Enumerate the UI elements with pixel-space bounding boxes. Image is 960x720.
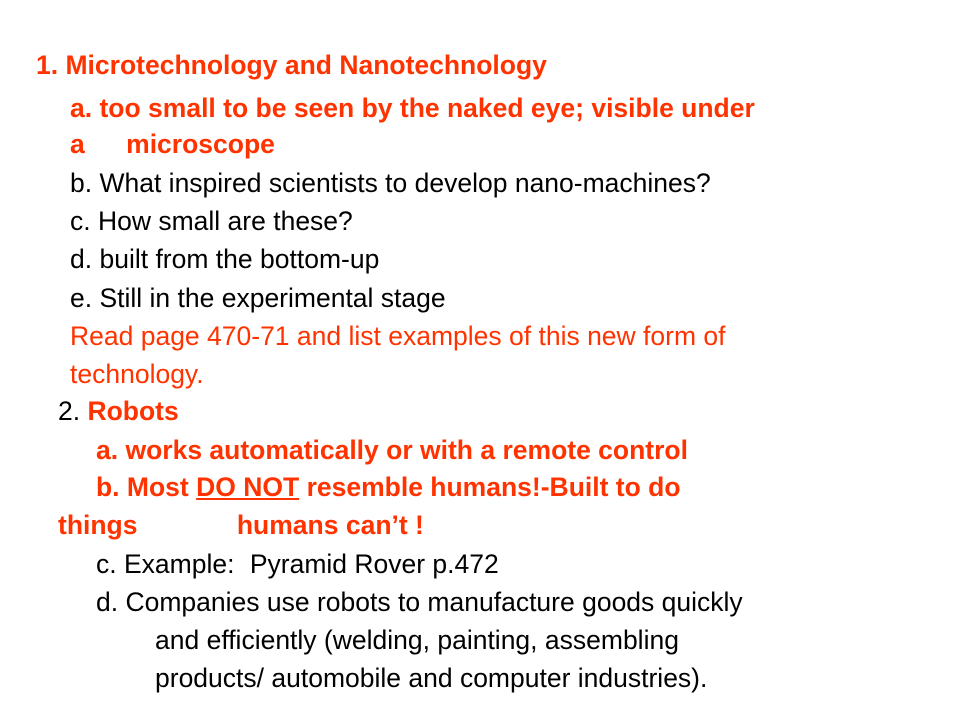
section2-item-c	[96, 551, 499, 578]
section2-heading: Robots	[87, 396, 179, 426]
section1-item-a-line1: a. too small to be seen by the naked eye; visible under	[70, 93, 755, 123]
section2-item-d-line1: d. Companies use robots to manufacture goods quickly	[96, 587, 743, 617]
section1-heading: 1. Microtechnology and Nanotechnology	[36, 50, 547, 80]
section2-item-b-line1	[96, 474, 681, 501]
section2-item-b-line2-part2: humans can’t !	[236, 510, 424, 540]
section2-item-b-underlined: DO NOT	[196, 472, 300, 502]
section1-item-a-line2	[70, 131, 275, 158]
section1-read-line1: Read page 470-71 and list examples of this new form of	[70, 321, 726, 351]
section2-item-c-prefix: c. Example:	[96, 549, 235, 579]
section1-item-d: d. built from the bottom-up	[70, 244, 380, 274]
section2-item-b-line2	[58, 512, 424, 539]
section2-number: 2.	[58, 396, 81, 426]
section2-item-d-line3: products/ automobile and computer industries).	[155, 663, 708, 693]
section1-read-line2: technology.	[70, 359, 204, 389]
section1-item-e: e. Still in the experimental stage	[70, 283, 446, 313]
section1-item-c: c. How small are these?	[70, 206, 353, 236]
section1-item-a-line2-word: microscope	[126, 129, 275, 159]
section1-item-b: b. What inspired scientists to develop nano-machines?	[70, 168, 711, 198]
section1-item-a-line2-prefix: a	[70, 129, 85, 159]
section2-item-b-suffix: resemble humans!-Built to do	[306, 472, 681, 502]
section2-item-b-line2-part1: things	[58, 510, 138, 540]
section2-item-a: a. works automatically or with a remote control	[96, 435, 688, 465]
section2-heading-line	[58, 398, 179, 425]
section2-item-d-line2: and efficiently (welding, painting, assembling	[155, 625, 679, 655]
section2-item-c-value: Pyramid Rover p.472	[249, 549, 499, 579]
section2-item-b-prefix: b. Most	[96, 472, 189, 502]
